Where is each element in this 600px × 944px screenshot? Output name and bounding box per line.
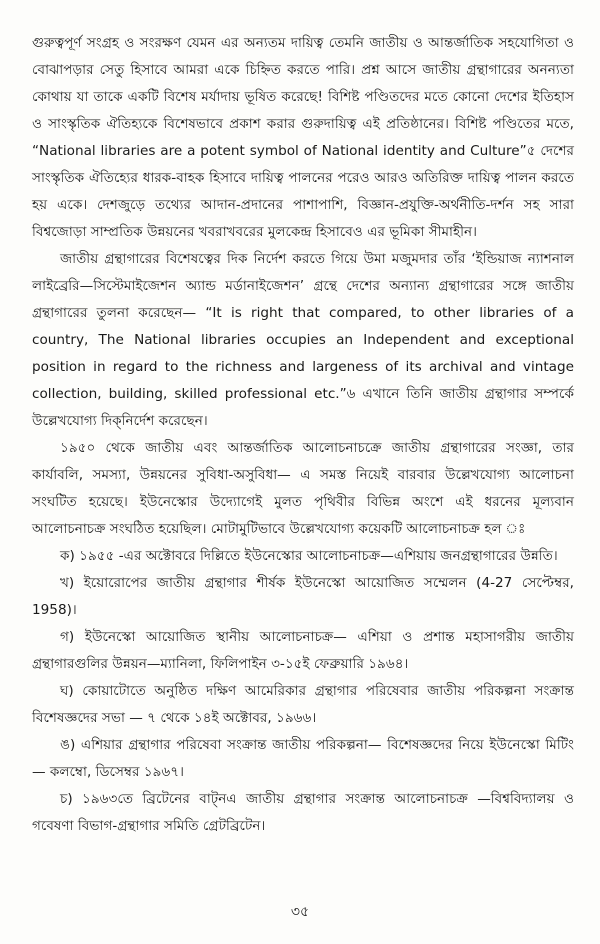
paragraph-1: গুরুত্বপূর্ণ সংগ্রহ ও সংরক্ষণ যেমন এর অন্যতম দায়িত্ব তেমনি জাতীয় ও আন্তর্জাতিক সহযোগিতা ও বোঝাপড়ার সেতু হিসাবে আমরা একে চিহ্নিত করতে পারি। প্রশ্ন আসে জাতীয় গ্রন্থাগারের অনন্যতা কোথায় যা তাকে একটি বিশেষ মর্যাদায় ভূষিত করেছে! বিশিষ্ট পণ্ডিতদের মতে কোনো দেশের ইতিহাস ও সাংস্কৃতিক ঐতিহ্যকে বিশেষভাবে প্রকাশ করার গুরুদায়িত্ব এই প্রতিষ্ঠানের। বিশিষ্ট পণ্ডিতের মতে, “National libraries are a potent symbol of National identity and Culture”৫ দেশের সাংস্কৃতিক ঐতিহ্যের ধারক-বাহক হিসাবে দায়িত্ব পালনের পরেও আরও অতিরিক্ত দায়িত্ব পালন করতে হয় একে। দেশজুড়ে তথ্যের আদান-প্রদানের পাশাপাশি, বিজ্ঞান-প্রযুক্তি-অর্থনীতি-দর্শন সহ সারা বিশ্বজোড়া সাম্প্রতিক উন্নয়নের খবরাখবরের মুলকেন্দ্র হিসাবেও এর ভূমিকা সীমাহীন। [32,35,574,240]
list-item-gha: ঘ) কোয়াটোতে অনুষ্ঠিত দক্ষিণ আমেরিকার গ্রন্থাগার পরিষেবার জাতীয় পরিকল্পনা সংক্রান্ত বিশেষজ্ঞদের সভা — ৭ থেকে ১৪ই অক্টোবর, ১৯৬৬। [32,683,574,726]
paragraph-2: জাতীয় গ্রন্থাগারের বিশেষত্বের দিক নির্দেশ করতে গিয়ে উমা মজুমদার তাঁর ‘ইন্ডিয়াজ ন্যাশনাল লাইব্রেরি—সিস্টেমাইজেশন অ্যান্ড মর্ডানাইজেশন’ গ্রন্থে দেশের অন্যান্য গ্রন্থাগারের সঙ্গে জাতীয় গ্রন্থাগারের তুলনা করেছেন— “It is right that compared, to other libraries of a country, The National libraries occupies an Independent and exceptional position in regard to the richness and largeness of its archival and vintage collection, building, skilled professional etc.”৬ এখানে তিনি জাতীয় গ্রন্থাগার সম্পর্কে উল্লেখযোগ্য দিক্‌নির্দেশ করেছেন। [32,251,574,429]
page-number: ৩৫ [290,904,310,920]
list-item-ka: ক) ১৯৫৫ -এর অক্টোবরে দিল্লিতে ইউনেস্কোর আলোচনাচক্র—এশিয়ায় জনগ্রন্থাগারের উন্নতি। [60,548,558,564]
list-item-umo: ঙ) এশিয়ার গ্রন্থাগার পরিষেবা সংক্রান্ত জাতীয় পরিকল্পনা— বিশেষজ্ঞদের নিয়ে ইউনেস্কো মিটিং — কলম্বো, ডিসেম্বর ১৯৬৭। [32,737,574,780]
list-item-ga: গ) ইউনেস্কো আয়োজিত স্থানীয় আলোচনাচক্র— এশিয়া ও প্রশান্ত মহাসাগরীয় জাতীয় গ্রন্থাগারগুলির উন্নয়ন—ম্যানিলা, ফিলিপাইন ৩-১৫ই ফেব্রুয়ারি ১৯৬৪। [32,629,574,672]
list-item-cha: চ) ১৯৬৩তে ব্রিটেনের বাট্‌নএ জাতীয় গ্রন্থাগার সংক্রান্ত আলোচনাচক্র —বিশ্ববিদ্যালয় ও গবেষণা বিভাগ-গ্রন্থাগার সমিতি গ্রেটব্রিটেন। [32,791,574,834]
list-item-kha: খ) ইয়োরোপের জাতীয় গ্রন্থাগার শীর্ষক ইউনেস্কো আয়োজিত সম্মেলন (4-27 সেপ্টেম্বর, 1958)। [32,575,574,618]
paragraph-3: ১৯৫০ থেকে জাতীয় এবং আন্তর্জাতিক আলোচনাচক্রে জাতীয় গ্রন্থাগারের সংজ্ঞা, তার কার্যাবলি, সমস্যা, উন্নয়নের সুবিধা-অসুবিধা— এ সমস্ত নিয়েই বারবার উল্লেখযোগ্য আলোচনা সংঘটিত হয়েছে। ইউনেস্কোর উদ্যোগেই মুলত পৃথিবীর বিভিন্ন অংশে এই ধরনের মূল্যবান আলোচনাচক্র সংঘঠিত হয়েছিল। মোটামুটিভাবে উল্লেখযোগ্য কয়েকটি আলোচনাচক্র হল ঃ [32,440,574,537]
